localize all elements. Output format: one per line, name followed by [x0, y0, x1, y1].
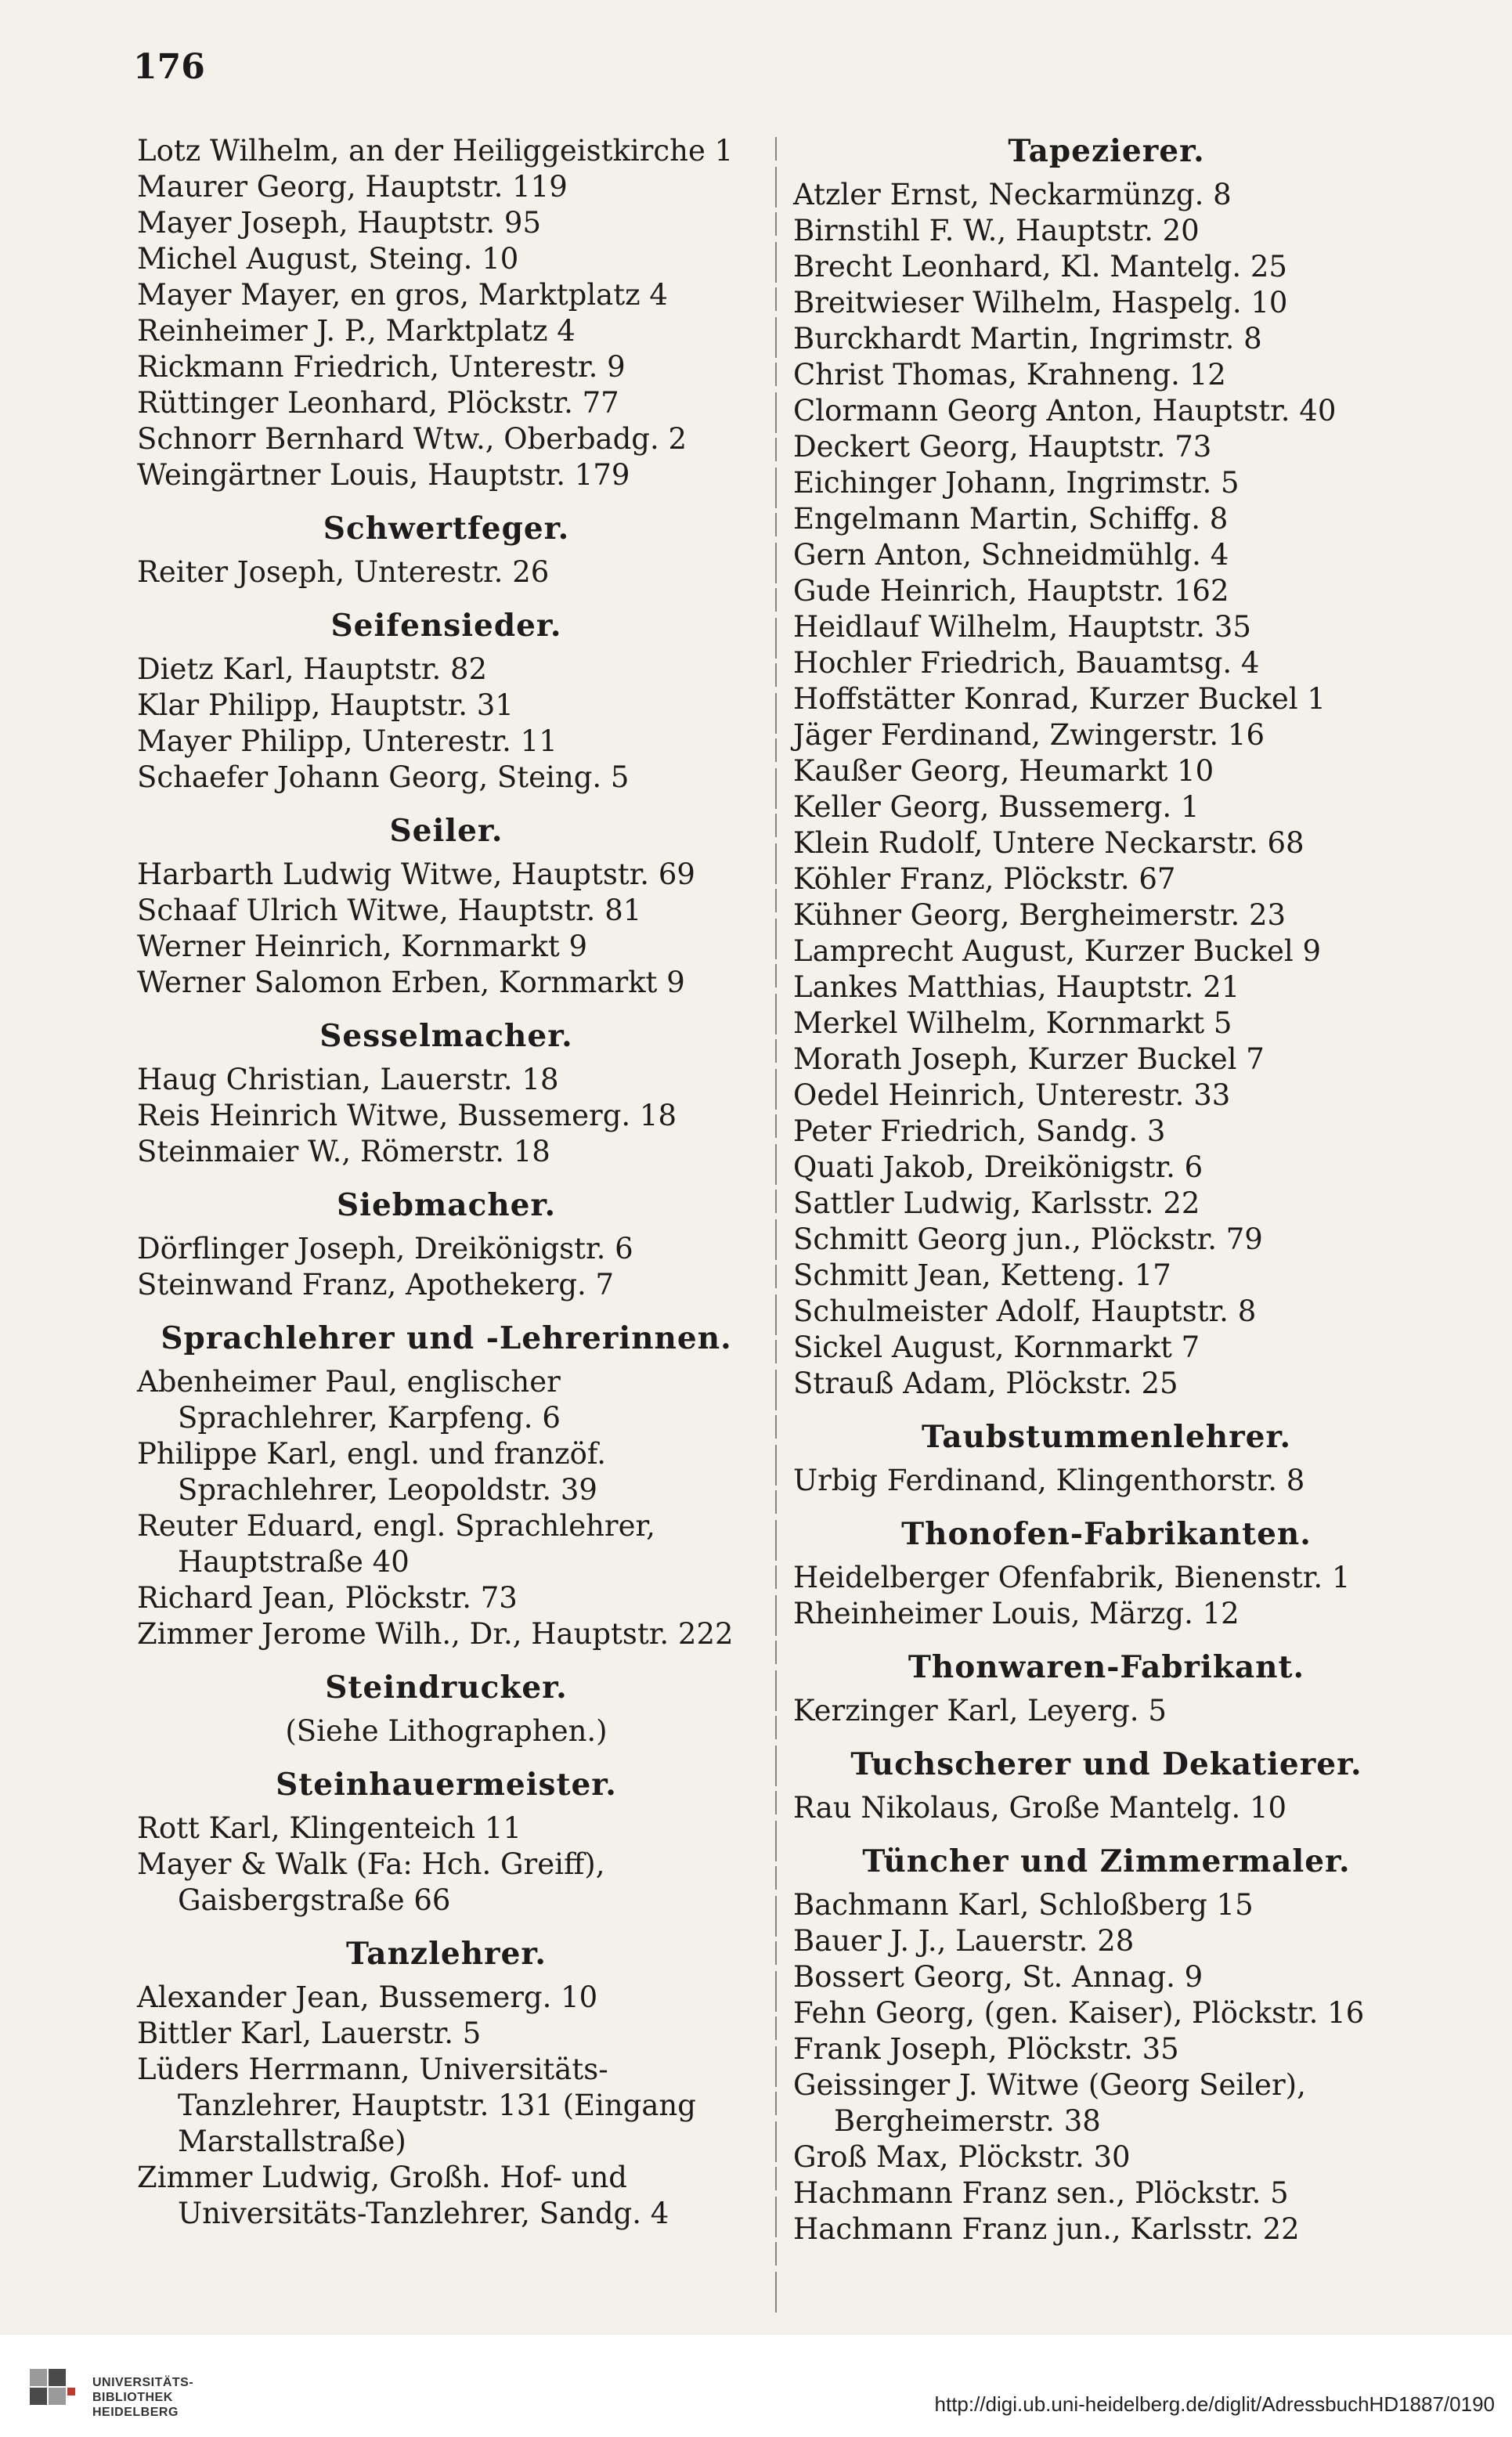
directory-entry: Dietz Karl, Hauptstr. 82	[137, 652, 488, 686]
directory-entry: Birnstihl F. W., Hauptstr. 20	[793, 214, 1200, 247]
directory-entry: Bachmann Karl, Schloßberg 15	[793, 1888, 1254, 1922]
directory-entry: Steinwand Franz, Apothekerg. 7	[137, 1268, 615, 1302]
directory-entry: Urbig Ferdinand, Klingenthorstr. 8	[793, 1464, 1305, 1497]
directory-entry: Harbarth Ludwig Witwe, Hauptstr. 69	[137, 857, 695, 891]
directory-entry: Bauer J. J., Lauerstr. 28	[793, 1924, 1135, 1958]
section-heading: Tapezierer.	[1008, 133, 1205, 169]
heidelberg-library-logo-icon[interactable]	[16, 2350, 94, 2421]
directory-section	[793, 133, 1420, 1402]
section-heading: Sesselmacher.	[319, 1018, 573, 1054]
directory-entry: Atzler Ernst, Neckarmünzg. 8	[793, 178, 1232, 211]
directory-section	[137, 1320, 756, 1652]
library-name-line: UNIVERSITÄTS-	[92, 2376, 194, 2389]
directory-entry: Christ Thomas, Krahneng. 12	[793, 358, 1226, 392]
directory-entry: Burckhardt Martin, Ingrimstr. 8	[793, 322, 1262, 356]
directory-entry: Steinmaier W., Römerstr. 18	[137, 1135, 550, 1168]
directory-entry: Breitwieser Wilhelm, Haspelg. 10	[793, 286, 1288, 320]
section-note: (Siehe Lithographen.)	[285, 1714, 608, 1748]
directory-entry: Heidlauf Wilhelm, Hauptstr. 35	[793, 610, 1251, 644]
section-heading: Steindrucker.	[325, 1670, 568, 1706]
directory-entry: Reinheimer J. P., Marktplatz 4	[137, 314, 576, 348]
directory-entry: Schulmeister Adolf, Hauptstr. 8	[793, 1294, 1257, 1328]
directory-entry: Kaußer Georg, Heumarkt 10	[793, 754, 1214, 788]
directory-entry: Groß Max, Plöckstr. 30	[793, 2140, 1131, 2174]
directory-entry: Oedel Heinrich, Unterestr. 33	[793, 1078, 1231, 1112]
directory-section	[793, 1649, 1420, 1729]
section-heading: Tuchscherer und Dekatierer.	[850, 1746, 1362, 1782]
library-name	[92, 2375, 193, 2420]
directory-entry: Werner Heinrich, Kornmarkt 9	[137, 930, 588, 963]
directory-entry: Mayer Mayer, en gros, Marktplatz 4	[137, 278, 668, 312]
directory-entry: Kühner Georg, Bergheimerstr. 23	[793, 898, 1286, 932]
directory-entry: Kerzinger Karl, Leyerg. 5	[793, 1694, 1167, 1728]
directory-entry: Weingärtner Louis, Hauptstr. 179	[137, 458, 630, 492]
directory-section	[793, 1516, 1420, 1632]
directory-entry: Brecht Leonhard, Kl. Mantelg. 25	[793, 250, 1287, 283]
permalink-url[interactable]: http://digi.ub.uni-heidelberg.de/diglit/AdressbuchHD1887/0190	[934, 2392, 1495, 2416]
section-heading: Tüncher und Zimmermaler.	[862, 1843, 1351, 1879]
directory-entry: Engelmann Martin, Schiffg. 8	[793, 502, 1229, 536]
directory-entry: Mayer & Walk (Fa: Hch. Greiff), Gaisbergstraße 66	[137, 1847, 605, 1917]
directory-entry: Fehn Georg, (gen. Kaiser), Plöckstr. 16	[793, 1996, 1365, 2030]
directory-entry: Morath Joseph, Kurzer Buckel 7	[793, 1042, 1265, 1076]
library-name-line: HEIDELBERG	[92, 2406, 179, 2419]
directory-entry: Bittler Karl, Lauerstr. 5	[137, 2016, 482, 2050]
directory-entry: Frank Joseph, Plöckstr. 35	[793, 2032, 1179, 2066]
directory-entry: Schaaf Ulrich Witwe, Hauptstr. 81	[137, 894, 642, 927]
section-heading: Schwertfeger.	[323, 511, 570, 547]
directory-entry: Reis Heinrich Witwe, Bussemerg. 18	[137, 1099, 677, 1132]
directory-entry: Haug Christian, Lauerstr. 18	[137, 1063, 559, 1096]
directory-entry: Maurer Georg, Hauptstr. 119	[137, 170, 568, 204]
directory-section	[793, 1843, 1420, 2247]
right-column	[793, 133, 1420, 2247]
directory-entry: Reuter Eduard, engl. Sprachlehrer, Hauptstraße 40	[137, 1509, 655, 1579]
section-heading: Seiler.	[389, 813, 503, 849]
section-heading: Thonofen-Fabrikanten.	[901, 1516, 1312, 1552]
section-heading: Tanzlehrer.	[346, 1936, 547, 1972]
directory-entry: Zimmer Ludwig, Großh. Hof- und Universitäts-Tanzlehrer, Sandg. 4	[137, 2161, 669, 2230]
directory-entry: Rüttinger Leonhard, Plöckstr. 77	[137, 386, 619, 420]
directory-section	[137, 813, 756, 1001]
directory-entry: Strauß Adam, Plöckstr. 25	[793, 1367, 1178, 1400]
column-divider	[775, 137, 777, 2314]
directory-entry: Zimmer Jerome Wilh., Dr., Hauptstr. 222	[137, 1617, 734, 1651]
directory-entry: Schmitt Jean, Ketteng. 17	[793, 1258, 1171, 1292]
directory-entry: Lüders Herrmann, Universitäts-Tanzlehrer, Hauptstr. 131 (Eingang Marstallstraße)	[137, 2052, 696, 2158]
directory-entry: Klar Philipp, Hauptstr. 31	[137, 688, 514, 722]
directory-section	[137, 1187, 756, 1303]
directory-entry: Schnorr Bernhard Wtw., Oberbadg. 2	[137, 422, 687, 456]
directory-entry: Clormann Georg Anton, Hauptstr. 40	[793, 394, 1337, 428]
left-column	[137, 133, 756, 2232]
directory-entry: Lotz Wilhelm, an der Heiliggeistkirche 1	[137, 134, 734, 168]
directory-entry: Klein Rudolf, Untere Neckarstr. 68	[793, 826, 1305, 860]
directory-entry: Lankes Matthias, Hauptstr. 21	[793, 970, 1240, 1004]
directory-section	[137, 1018, 756, 1170]
directory-section	[137, 608, 756, 796]
directory-entry: Rheinheimer Louis, Märzg. 12	[793, 1597, 1240, 1630]
directory-entry: Geissinger J. Witwe (Georg Seiler), Bergheimerstr. 38	[793, 2068, 1306, 2138]
directory-section	[137, 133, 756, 493]
directory-entry: Sickel August, Kornmarkt 7	[793, 1330, 1200, 1364]
directory-entry: Dörflinger Joseph, Dreikönigstr. 6	[137, 1232, 633, 1265]
directory-entry: Lamprecht August, Kurzer Buckel 9	[793, 934, 1321, 968]
directory-entry: Schaefer Johann Georg, Steing. 5	[137, 760, 630, 794]
directory-entry: Hachmann Franz sen., Plöckstr. 5	[793, 2176, 1289, 2210]
directory-entry: Reiter Joseph, Unterestr. 26	[137, 555, 550, 589]
section-heading: Sprachlehrer und -Lehrerinnen.	[161, 1320, 732, 1356]
directory-section	[137, 1936, 756, 2232]
directory-entry: Heidelberger Ofenfabrik, Bienenstr. 1	[793, 1561, 1351, 1594]
section-heading: Seifensieder.	[330, 608, 562, 644]
directory-entry: Schmitt Georg jun., Plöckstr. 79	[793, 1222, 1263, 1256]
directory-entry: Michel August, Steing. 10	[137, 242, 519, 276]
directory-entry: Eichinger Johann, Ingrimstr. 5	[793, 466, 1240, 500]
directory-entry: Rickmann Friedrich, Unterestr. 9	[137, 350, 626, 384]
directory-entry: Gern Anton, Schneidmühlg. 4	[793, 538, 1229, 572]
directory-entry: Sattler Ludwig, Karlsstr. 22	[793, 1186, 1200, 1220]
directory-entry: Hoffstätter Konrad, Kurzer Buckel 1	[793, 682, 1326, 716]
directory-entry: Köhler Franz, Plöckstr. 67	[793, 862, 1176, 896]
directory-entry: Werner Salomon Erben, Kornmarkt 9	[137, 966, 685, 999]
directory-entry: Hachmann Franz jun., Karlsstr. 22	[793, 2212, 1300, 2246]
viewer-footer	[0, 2334, 1512, 2437]
page-number: 176	[133, 47, 205, 87]
directory-entry: Alexander Jean, Bussemerg. 10	[137, 1980, 598, 2014]
directory-section	[793, 1746, 1420, 1826]
section-heading: Siebmacher.	[336, 1187, 557, 1223]
directory-entry: Mayer Joseph, Hauptstr. 95	[137, 206, 542, 240]
directory-section	[137, 1670, 756, 1749]
directory-section	[137, 511, 756, 590]
directory-entry: Hochler Friedrich, Bauamtsg. 4	[793, 646, 1260, 680]
directory-entry: Merkel Wilhelm, Kornmarkt 5	[793, 1006, 1232, 1040]
library-name-line: BIBLIOTHEK	[92, 2391, 173, 2404]
directory-entry: Gude Heinrich, Hauptstr. 162	[793, 574, 1229, 608]
section-heading: Taubstummenlehrer.	[921, 1419, 1292, 1455]
directory-entry: Richard Jean, Plöckstr. 73	[137, 1581, 518, 1615]
directory-entry: Bossert Georg, St. Annag. 9	[793, 1960, 1203, 1994]
directory-entry: Keller Georg, Bussemerg. 1	[793, 790, 1200, 824]
directory-entry: Philippe Karl, engl. und franzöf. Sprachlehrer, Leopoldstr. 39	[137, 1437, 607, 1507]
directory-entry: Quati Jakob, Dreikönigstr. 6	[793, 1150, 1203, 1184]
directory-entry: Rau Nikolaus, Große Mantelg. 10	[793, 1791, 1287, 1825]
directory-entry: Jäger Ferdinand, Zwingerstr. 16	[793, 718, 1265, 752]
directory-entry: Rott Karl, Klingenteich 11	[137, 1811, 521, 1845]
directory-section	[137, 1767, 756, 1919]
section-heading: Steinhauermeister.	[276, 1767, 617, 1803]
directory-section	[793, 1419, 1420, 1499]
directory-entry: Peter Friedrich, Sandg. 3	[793, 1114, 1166, 1148]
directory-entry: Abenheimer Paul, englischer Sprachlehrer, Karpfeng. 6	[137, 1365, 561, 1435]
directory-entry: Deckert Georg, Hauptstr. 73	[793, 430, 1212, 464]
directory-entry: Mayer Philipp, Unterestr. 11	[137, 724, 558, 758]
section-heading: Thonwaren-Fabrikant.	[908, 1649, 1305, 1685]
